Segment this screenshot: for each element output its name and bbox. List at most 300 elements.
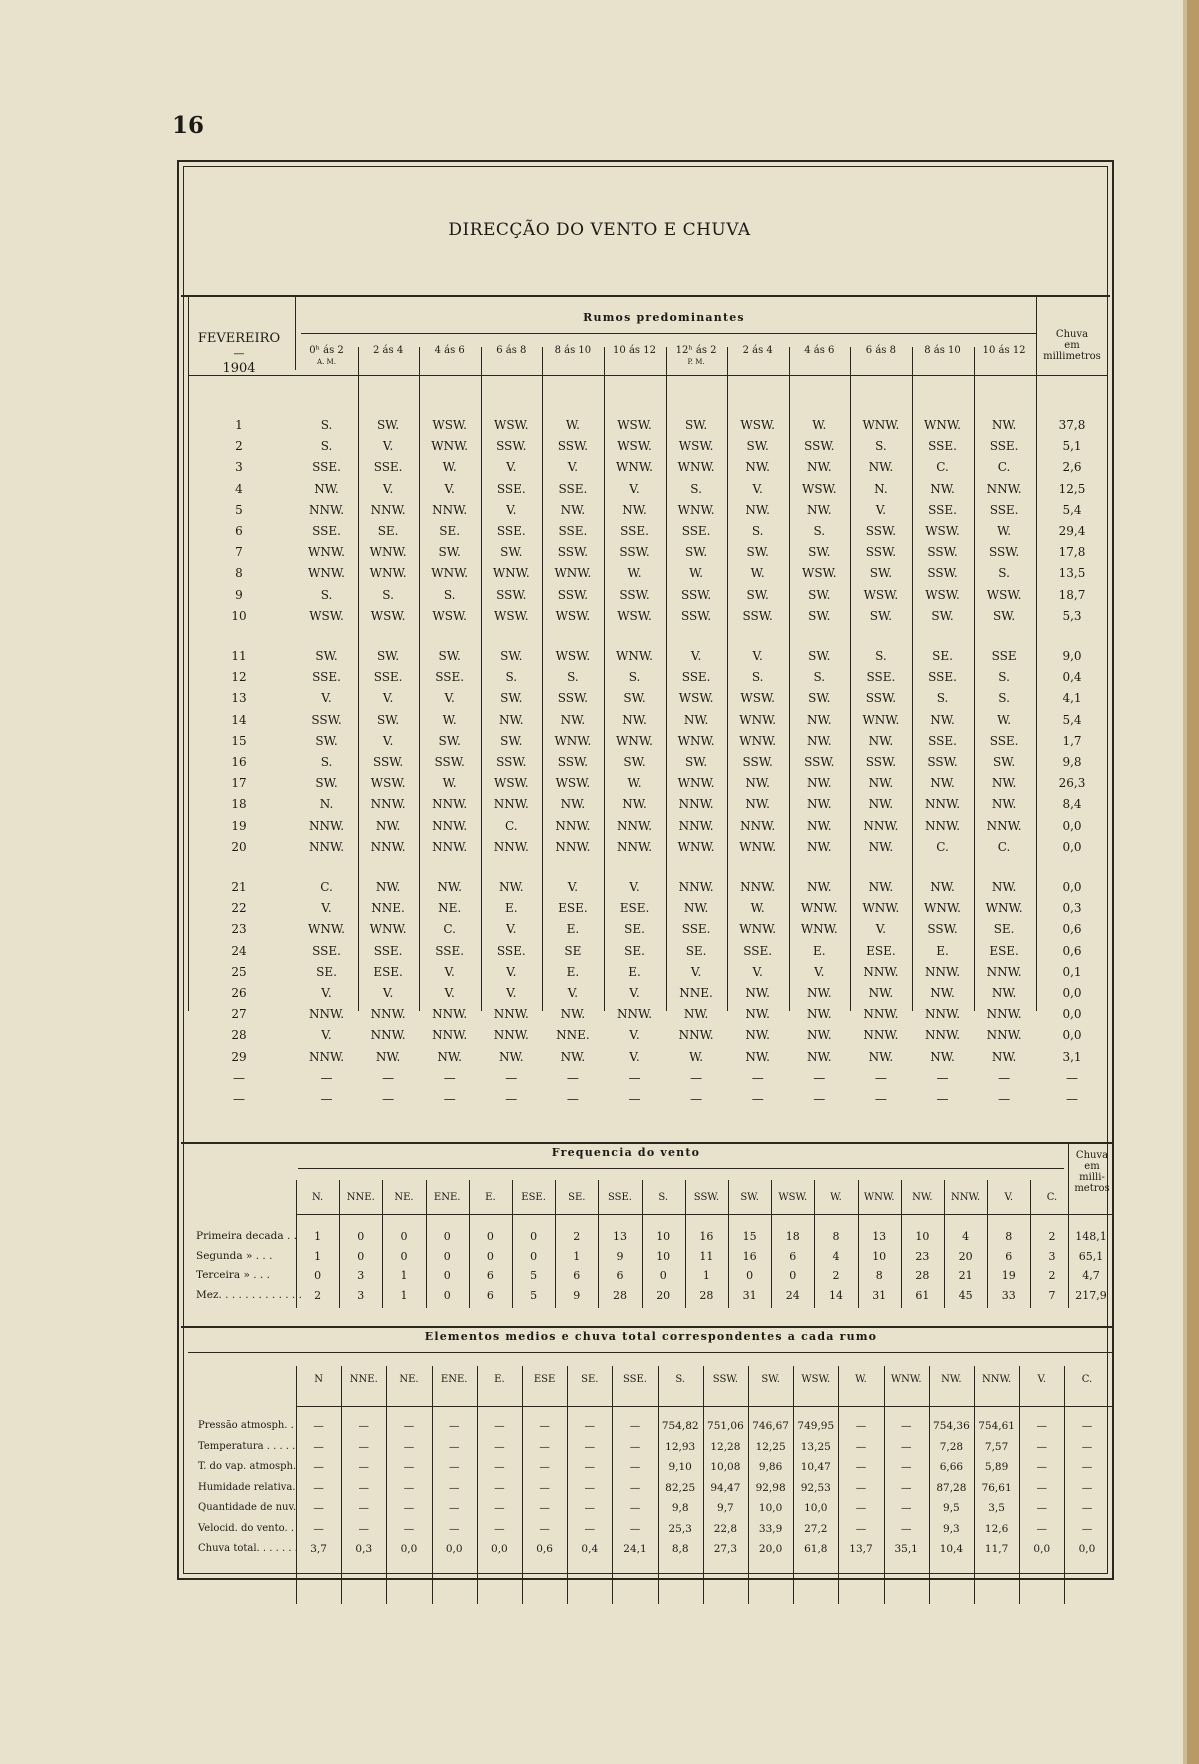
rain-cell: 29,4 (1058, 524, 1086, 538)
hour-column-header (974, 345, 1035, 356)
wind-direction-cell: SE. (685, 943, 707, 958)
hour-column-header (358, 345, 419, 356)
element-cell: 12,6 (984, 1522, 1009, 1535)
wind-direction-cell: NW. (868, 880, 894, 894)
element-cell: 12,25 (755, 1440, 786, 1453)
frequency-column-header: NNW. (950, 1192, 981, 1203)
frequency-cell: 1 (400, 1288, 408, 1302)
element-cell: — (358, 1481, 370, 1494)
day-number: 25 (231, 964, 247, 979)
wind-direction-cell: WNW. (369, 545, 407, 560)
day-number: 1 (235, 418, 243, 432)
wind-direction-cell: NNW. (678, 880, 714, 894)
frequency-cell: 0 (400, 1249, 408, 1263)
wind-direction-cell: S. (443, 587, 456, 602)
table-row (188, 649, 1108, 670)
wind-direction-cell: S. (998, 670, 1010, 685)
table-row (188, 944, 1108, 965)
wind-direction-cell: SW. (808, 691, 831, 706)
table-row (188, 460, 1108, 481)
rain-cell: 0,3 (1062, 901, 1082, 916)
element-cell: 13,25 (800, 1440, 831, 1453)
wind-direction-cell: S. (936, 691, 949, 706)
wind-direction-cell: NNW. (616, 1007, 653, 1022)
wind-direction-cell: NW. (807, 880, 832, 894)
rain-cell: 0,0 (1062, 1028, 1082, 1043)
frequency-column-header: NNE. (346, 1192, 375, 1203)
rain-cell: 3,1 (1062, 1049, 1082, 1064)
book-spine-shadow (1183, 0, 1187, 1764)
wind-direction-cell: NNW. (493, 1028, 529, 1043)
frequency-column-header: ENE. (433, 1192, 461, 1203)
wind-direction-cell: S. (998, 691, 1010, 706)
day-number: — (233, 1092, 245, 1106)
wind-direction-cell: SSE. (928, 670, 957, 685)
wind-direction-cell: — (505, 1092, 518, 1106)
wind-direction-cell: WSW. (925, 524, 960, 538)
wind-direction-cell: NW. (437, 880, 462, 894)
table-row (188, 418, 1108, 439)
frequency-cell: 24 (785, 1288, 800, 1302)
element-cell: 13,7 (849, 1543, 873, 1555)
frequency-cell: 23 (915, 1249, 930, 1263)
wind-direction-cell: WNW. (431, 439, 469, 454)
frequency-cell: 6 (616, 1269, 624, 1282)
page-number: 16 (172, 112, 205, 139)
wind-direction-cell: SW. (869, 608, 893, 623)
wind-direction-cell: SSW. (865, 691, 897, 706)
element-cell: — (1081, 1420, 1093, 1432)
frequency-cell: 11 (699, 1249, 714, 1263)
table-row (188, 691, 1108, 712)
wind-direction-cell: SSW. (804, 755, 835, 769)
element-cell: — (313, 1440, 324, 1453)
element-column-header: S. (675, 1374, 686, 1385)
wind-direction-cell: S. (813, 670, 826, 685)
wind-direction-cell: WSW. (309, 608, 344, 623)
wind-direction-cell: SSE. (989, 733, 1019, 748)
wind-direction-cell: NW. (991, 418, 1017, 432)
wind-direction-cell: S. (751, 524, 764, 538)
frequency-cell: 2 (1048, 1230, 1056, 1243)
element-cell: — (900, 1440, 912, 1453)
wind-direction-cell: C. (997, 839, 1011, 854)
wind-direction-cell: NW. (807, 1007, 832, 1022)
row-label: Chuva total. . . . . . . (198, 1543, 298, 1554)
wind-direction-cell: WNW. (800, 922, 838, 937)
wind-direction-cell: SSE. (435, 943, 465, 958)
element-cell: 7,28 (939, 1440, 964, 1453)
wind-direction-cell: NW. (868, 839, 894, 854)
element-cell: 9,5 (943, 1502, 960, 1514)
wind-direction-cell: SE (564, 943, 582, 958)
rain-cell: 217,9 (1075, 1288, 1107, 1302)
frequency-cell: 0 (314, 1269, 322, 1282)
frequency-cell: 20 (958, 1249, 973, 1263)
table-row (188, 1461, 1114, 1482)
frequency-cell: 6 (1005, 1249, 1013, 1263)
element-cell: — (403, 1481, 415, 1494)
wind-direction-cell: SW. (746, 587, 769, 602)
wind-direction-cell: V. (506, 964, 517, 979)
element-cell: — (448, 1461, 460, 1473)
row-label: Humidade relativa. (198, 1481, 296, 1493)
wind-direction-cell: E. (566, 922, 580, 937)
wind-direction-cell: NW. (807, 460, 832, 475)
wind-direction-cell: SSE. (373, 943, 403, 958)
wind-direction-cell: NNW. (924, 818, 961, 833)
frequency-cell: 4 (832, 1249, 840, 1263)
element-column-header: W. (855, 1374, 867, 1385)
wind-direction-cell: WNW. (862, 901, 900, 916)
wind-direction-cell: SW. (315, 649, 338, 663)
element-cell: 94,47 (710, 1481, 741, 1494)
element-cell: 87,28 (936, 1481, 967, 1494)
row-label: Segunda » . . . (196, 1249, 273, 1262)
wind-direction-cell: NW. (499, 712, 524, 727)
wind-direction-cell: SSE. (496, 481, 526, 496)
wind-direction-cell: WNW. (677, 460, 715, 475)
element-cell: 82,25 (665, 1481, 696, 1494)
wind-direction-cell: SSW. (372, 755, 404, 769)
wind-direction-cell: SW. (992, 755, 1016, 769)
frequency-cell: 31 (872, 1288, 887, 1302)
frequency-cell: 8 (832, 1230, 840, 1243)
element-column-header: C. (1081, 1374, 1093, 1385)
rain-cell: 0,0 (1062, 880, 1082, 894)
wind-direction-cell: SSE. (928, 733, 957, 748)
rain-cell: 4,7 (1082, 1269, 1100, 1282)
header-rule (188, 1352, 1114, 1353)
wind-direction-cell: NNW. (986, 481, 1022, 496)
rain-header-line: em (1064, 340, 1080, 351)
wind-direction-cell: NW. (930, 1049, 955, 1064)
element-cell: — (1081, 1481, 1093, 1494)
frequency-cell: 15 (742, 1230, 757, 1243)
wind-direction-cell: SW. (500, 733, 523, 748)
wind-direction-cell: SSW. (680, 587, 712, 602)
wind-direction-cell: SW. (500, 545, 523, 560)
wind-direction-cell: V. (629, 1028, 640, 1043)
day-number: 26 (231, 986, 247, 1000)
element-cell: 76,61 (981, 1481, 1012, 1494)
day-number: 4 (235, 481, 243, 496)
table-row (188, 1028, 1108, 1049)
wind-direction-cell: NNW. (986, 1028, 1022, 1043)
element-cell: — (403, 1461, 415, 1473)
element-cell: 24,1 (623, 1543, 647, 1555)
wind-direction-cell: WSW. (555, 608, 591, 623)
wind-direction-cell: WSW. (740, 418, 775, 432)
element-cell: — (494, 1522, 505, 1535)
element-cell: 0,0 (1033, 1543, 1051, 1555)
wind-direction-cell: SSW. (496, 439, 527, 454)
wind-direction-cell: NW. (745, 502, 770, 517)
table-row (188, 524, 1108, 545)
wind-direction-cell: V. (875, 502, 887, 517)
table-row (188, 1543, 1114, 1564)
wind-direction-cell: SE. (624, 922, 645, 937)
day-number: 27 (231, 1007, 247, 1022)
wind-direction-cell: V. (567, 986, 579, 1000)
frequency-cell: 14 (828, 1288, 843, 1302)
wind-direction-cell: S. (320, 418, 333, 432)
hour-column-header (727, 345, 788, 356)
wind-direction-cell: SW. (376, 418, 400, 432)
element-cell: 12,28 (710, 1440, 741, 1453)
element-cell: 0,0 (491, 1543, 508, 1555)
table-row (188, 1502, 1114, 1523)
rain-cell: 65,1 (1078, 1249, 1104, 1263)
wind-direction-cell: SSE. (373, 460, 403, 475)
wind-direction-cell: — (320, 1092, 333, 1106)
frequency-cell: 61 (915, 1288, 930, 1302)
section-rule (181, 1142, 1114, 1144)
day-number: 16 (231, 755, 247, 769)
wind-direction-cell: SSW. (927, 755, 958, 769)
wind-direction-cell: S. (690, 481, 702, 496)
element-cell: — (403, 1440, 415, 1453)
wind-direction-cell: NE. (438, 901, 462, 916)
wind-direction-cell: NW. (868, 460, 894, 475)
frequency-cell: 9 (573, 1288, 581, 1302)
element-column-header: ESE (533, 1374, 556, 1385)
wind-direction-cell: C. (936, 460, 949, 475)
hour-label: 2 ás 4 (373, 345, 404, 356)
frequency-rain-header (1070, 1150, 1114, 1194)
rain-cell: 0,6 (1062, 922, 1082, 937)
wind-direction-cell: WSW. (493, 776, 529, 791)
wind-direction-cell: SE. (993, 922, 1015, 937)
wind-direction-cell: S. (813, 524, 826, 538)
wind-direction-cell: NNW. (863, 1007, 899, 1022)
element-cell: — (629, 1481, 641, 1494)
wind-direction-cell: SW. (438, 733, 461, 748)
header-rule (296, 1214, 1114, 1215)
wind-direction-cell: — (998, 1070, 1011, 1085)
element-cell: 9,7 (717, 1502, 734, 1514)
rain-cell: 8,4 (1062, 797, 1082, 812)
wind-direction-cell: — (874, 1092, 887, 1106)
element-column-header: N (314, 1374, 323, 1385)
table-row (188, 922, 1108, 943)
wind-direction-cell: — (443, 1092, 456, 1106)
element-cell: 9,86 (758, 1461, 783, 1473)
frequency-cell: 28 (915, 1269, 930, 1282)
wind-direction-cell: — (382, 1092, 395, 1106)
table-row (188, 1441, 1114, 1462)
wind-direction-cell: SSE. (989, 439, 1019, 454)
wind-direction-cell: SSW. (557, 587, 589, 602)
wind-direction-cell: ESE. (866, 943, 896, 958)
wind-direction-cell: NW. (745, 1028, 770, 1043)
wind-direction-cell: WSW. (678, 439, 714, 454)
wind-direction-cell: SW. (808, 587, 831, 602)
wind-direction-cell: NW. (991, 797, 1017, 812)
element-cell: 5,89 (984, 1461, 1009, 1473)
frequency-cell: 2 (832, 1269, 840, 1282)
wind-direction-cell: NNE. (679, 986, 713, 1000)
wind-direction-cell: C. (936, 839, 949, 854)
wind-direction-cell: W. (750, 901, 765, 916)
wind-direction-cell: WNW. (431, 566, 469, 581)
frequency-column-header: NE. (394, 1192, 414, 1203)
wind-direction-cell: SSE. (312, 460, 341, 475)
wind-direction-cell: NW. (745, 460, 770, 475)
frequency-cell: 6 (789, 1249, 797, 1263)
element-cell: — (358, 1420, 370, 1432)
wind-direction-cell: SW. (808, 545, 831, 560)
wind-direction-cell: — (813, 1092, 826, 1106)
wind-direction-cell: V. (506, 502, 517, 517)
wind-direction-cell: NW. (991, 1049, 1017, 1064)
element-column-header: NE. (399, 1374, 419, 1385)
wind-direction-cell: WNW. (554, 566, 592, 581)
element-cell: — (629, 1522, 641, 1535)
table-row (188, 901, 1108, 922)
element-cell: — (358, 1461, 370, 1473)
table-row (188, 776, 1108, 797)
wind-direction-cell: V. (382, 691, 394, 706)
element-cell: — (1036, 1522, 1048, 1535)
element-cell: 33,9 (758, 1522, 783, 1535)
wind-direction-cell: WNW. (924, 418, 961, 432)
wind-direction-cell: SE. (932, 649, 953, 663)
wind-direction-cell: V. (875, 922, 887, 937)
element-cell: — (855, 1502, 867, 1514)
rain-cell: 1,7 (1062, 733, 1082, 748)
frequency-cell: 2 (573, 1230, 581, 1243)
wind-direction-cell: SW. (931, 608, 954, 623)
element-cell: — (855, 1420, 867, 1432)
page-title: DIRECÇÃO DO VENTO E CHUVA (448, 220, 751, 240)
table-row (188, 734, 1108, 755)
wind-direction-cell: S. (320, 755, 333, 769)
element-column-header: NW. (941, 1374, 962, 1385)
wind-direction-cell: V. (567, 460, 579, 475)
frequency-cell: 1 (314, 1230, 322, 1243)
table-row (188, 840, 1108, 861)
element-cell: 10,08 (710, 1461, 741, 1473)
wind-direction-cell: V. (444, 964, 455, 979)
wind-direction-cell: NNW. (740, 818, 776, 833)
wind-direction-cell: NNW. (986, 1007, 1022, 1022)
wind-direction-cell: WNW. (739, 712, 777, 727)
wind-direction-cell: — (382, 1070, 395, 1085)
wind-direction-cell: SSW. (927, 566, 958, 581)
element-column-header: E. (494, 1374, 505, 1385)
hour-column-header (296, 345, 357, 366)
wind-direction-cell: NNW. (616, 839, 653, 854)
rain-cell: — (1066, 1092, 1078, 1106)
wind-direction-cell: WSW. (617, 608, 652, 623)
wind-direction-cell: NNW. (678, 1028, 714, 1043)
day-number: 6 (235, 524, 243, 538)
element-column-header: WSW. (801, 1374, 831, 1385)
year-label: 1904 (222, 361, 256, 376)
element-cell: — (539, 1461, 550, 1473)
element-cell: — (448, 1502, 460, 1514)
element-cell: — (900, 1481, 912, 1494)
wind-direction-cell: V. (382, 986, 394, 1000)
element-cell: — (403, 1502, 415, 1514)
element-cell: — (494, 1481, 505, 1494)
element-cell: — (584, 1481, 596, 1494)
wind-direction-cell: NW. (930, 776, 955, 791)
day-number: 19 (231, 818, 247, 833)
wind-direction-cell: NW. (807, 797, 832, 812)
frequency-cell: 8 (1005, 1230, 1013, 1243)
wind-direction-cell: V. (506, 986, 517, 1000)
wind-direction-cell: NNW. (924, 1007, 961, 1022)
element-column-header: SW. (761, 1374, 780, 1385)
element-cell: — (900, 1461, 912, 1473)
wind-direction-cell: SSE. (681, 670, 711, 685)
frequency-column-header: V. (1004, 1192, 1014, 1203)
wind-direction-cell: W. (812, 418, 827, 432)
wind-direction-cell: V. (629, 880, 640, 894)
wind-direction-cell: SW. (684, 418, 708, 432)
rain-header-line: em (1084, 1161, 1100, 1172)
element-cell: 10,4 (939, 1543, 964, 1555)
wind-direction-cell: S. (751, 670, 764, 685)
header-rule (301, 333, 1036, 334)
table-row (188, 1482, 1114, 1503)
table-row (188, 986, 1108, 1007)
wind-direction-cell: V. (382, 733, 394, 748)
hour-label: 12ʰ ás 2 (675, 345, 717, 356)
wind-direction-cell: S. (875, 649, 887, 663)
element-column-header: SE. (581, 1374, 599, 1385)
day-number: 2 (235, 439, 243, 454)
table-row (188, 1289, 1114, 1310)
frequency-cell: 28 (612, 1288, 627, 1302)
wind-direction-cell: WSW. (740, 691, 775, 706)
wind-direction-cell: NW. (622, 797, 647, 812)
element-cell: — (403, 1522, 415, 1535)
row-label: Velocid. do vento. . (198, 1522, 295, 1534)
wind-direction-cell: V. (506, 922, 517, 937)
frequency-cell: 16 (742, 1249, 757, 1263)
wind-direction-cell: NNW. (555, 839, 591, 854)
header-rule (188, 375, 1108, 376)
rumos-header: Rumos predominantes (583, 311, 745, 324)
frequency-cell: 10 (656, 1230, 671, 1243)
wind-direction-cell: C. (443, 922, 456, 937)
wind-direction-cell: NNW. (370, 1028, 406, 1043)
wind-direction-cell: NNW. (432, 818, 468, 833)
element-cell: — (539, 1502, 550, 1514)
wind-direction-cell: WNW. (554, 733, 592, 748)
hour-column-header (604, 345, 665, 356)
frequency-cell: 0 (486, 1230, 494, 1243)
element-cell: — (448, 1440, 460, 1453)
hour-label: 8 ás 10 (924, 345, 961, 356)
frequency-cell: 3 (357, 1288, 365, 1302)
wind-direction-cell: NNW. (432, 797, 468, 812)
element-cell: — (1036, 1481, 1048, 1494)
frequency-column-header: SW. (740, 1192, 759, 1203)
wind-direction-cell: NW. (437, 1049, 462, 1064)
wind-direction-cell: SSE. (312, 943, 341, 958)
rain-cell: 9,8 (1062, 755, 1082, 769)
hour-label: 10 ás 12 (982, 345, 1026, 356)
frequency-cell: 2 (1048, 1269, 1056, 1282)
wind-direction-cell: SSW. (927, 922, 958, 937)
frequency-column-header: SSE. (607, 1192, 632, 1203)
wind-direction-cell: NW. (683, 1007, 709, 1022)
wind-direction-cell: V. (814, 964, 825, 979)
